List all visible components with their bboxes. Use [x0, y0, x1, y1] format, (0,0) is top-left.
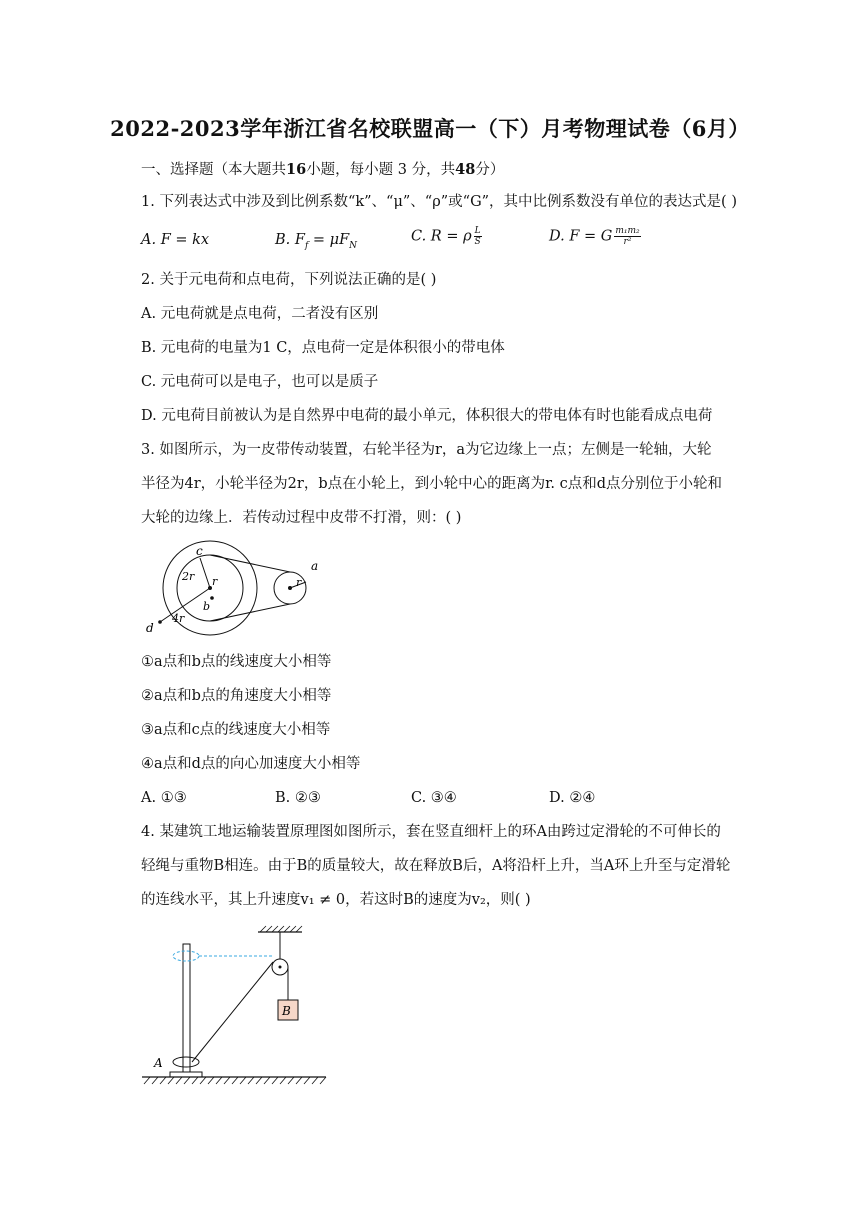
q3-statement-1: ①a点和b点的线速度大小相等	[141, 654, 332, 670]
fraction-m1m2-over-r2: $\frac{\text{m₁m₂}}{\text{r²}}$	[615, 226, 640, 247]
label-a: A	[154, 1056, 163, 1070]
q2-option-a: A. 元电荷就是点电荷，二者没有区别	[141, 306, 379, 322]
rope-to-ring	[192, 962, 273, 1062]
q1-option-b: B. $F_f = \mu F_N$	[275, 232, 358, 251]
label-b: b	[203, 600, 211, 613]
q3-option-b: B. ②③	[275, 790, 321, 806]
q3-option-c: C. ③④	[411, 790, 457, 806]
q3-option-a: A. ①③	[141, 790, 187, 806]
section-header: 一、选择题（本大题共16小题，每小题 3 分，共48分）	[141, 161, 505, 178]
q3-statement-3: ③a点和c点的线速度大小相等	[141, 722, 331, 738]
q3-statement-4: ④a点和d点的向心加速度大小相等	[141, 756, 361, 772]
label-a: a	[311, 559, 319, 573]
belt-bottom	[210, 604, 290, 621]
q4-stem-line2: 轻绳与重物B相连。由于B的质量较大，故在释放B后，A将沿杆上升，当A环上升至与定滑轮	[141, 858, 731, 874]
q1-option-c: C. R = ρ $\frac{L}{S}$	[411, 226, 481, 247]
point-d-dot	[158, 620, 162, 624]
label-d: d	[146, 621, 154, 635]
label-c: c	[196, 544, 203, 558]
q3-option-d: D. ②④	[549, 790, 596, 806]
right-center-dot	[288, 586, 292, 590]
label-b: B	[282, 1004, 291, 1018]
label-2r: 2r	[182, 570, 195, 583]
label-r-right: r	[296, 576, 302, 589]
belt-drive-figure	[140, 536, 330, 640]
label-4r: 4r	[172, 612, 185, 625]
q3-statement-2: ②a点和b点的角速度大小相等	[141, 688, 332, 704]
q3-stem-line1: 3. 如图所示，为一皮带传动装置，右轮半径为r，a为它边缘上一点；左侧是一轮轴，大轮	[141, 442, 712, 458]
belt-top	[210, 555, 290, 572]
q4-stem-line1: 4. 某建筑工地运输装置原理图如图所示，套在竖直细杆上的环A由跨过定滑轮的不可伸长的	[141, 824, 721, 840]
vertical-rod	[183, 944, 190, 1072]
q4-stem-line3: 的连线水平，其上升速度v₁ ≠ 0，若这时B的速度为v₂，则( )	[141, 892, 531, 908]
q2-option-b: B. 元电荷的电量为1 C，点电荷一定是体积很小的带电体	[141, 340, 505, 356]
q2-option-d: D. 元电荷目前被认为是自然界中电荷的最小单元，体积很大的带电体有时也能看成点电荷	[141, 408, 713, 424]
q1-stem: 1. 下列表达式中涉及到比例系数“k”、“μ”、“ρ”或“G”，其中比例系数没有单位的表达式是( )	[141, 194, 737, 210]
q1-option-a: A. F = kx	[141, 232, 210, 248]
label-r-inner: r	[212, 575, 218, 588]
q2-option-c: C. 元电荷可以是电子，也可以是质子	[141, 374, 379, 390]
q2-stem: 2. 关于元电荷和点电荷，下列说法正确的是( )	[141, 272, 437, 288]
ceiling-hatch	[260, 926, 302, 932]
pulley-system-figure	[140, 924, 330, 1090]
pulley-axle	[279, 966, 282, 969]
radius-2r-line	[200, 558, 210, 588]
fraction-l-over-s: $\frac{L}{S}$	[474, 226, 481, 247]
q3-stem-line3: 大轮的边缘上．若传动过程中皮带不打滑，则：( )	[141, 510, 462, 526]
ground-hatch	[144, 1077, 326, 1084]
rod-base	[170, 1072, 202, 1077]
q1-option-d: D. F = G $\frac{\text{m₁m₂}}{\text{r²}}$	[549, 226, 640, 247]
point-b-dot	[210, 596, 214, 600]
page-title: 2022-2023学年浙江省名校联盟高一（下）月考物理试卷（6月）	[110, 116, 750, 141]
q3-stem-line2: 半径为4r，小轮半径为2r，b点在小轮上，到小轮中心的距离为r. c点和d点分别位于小轮和	[141, 476, 723, 492]
